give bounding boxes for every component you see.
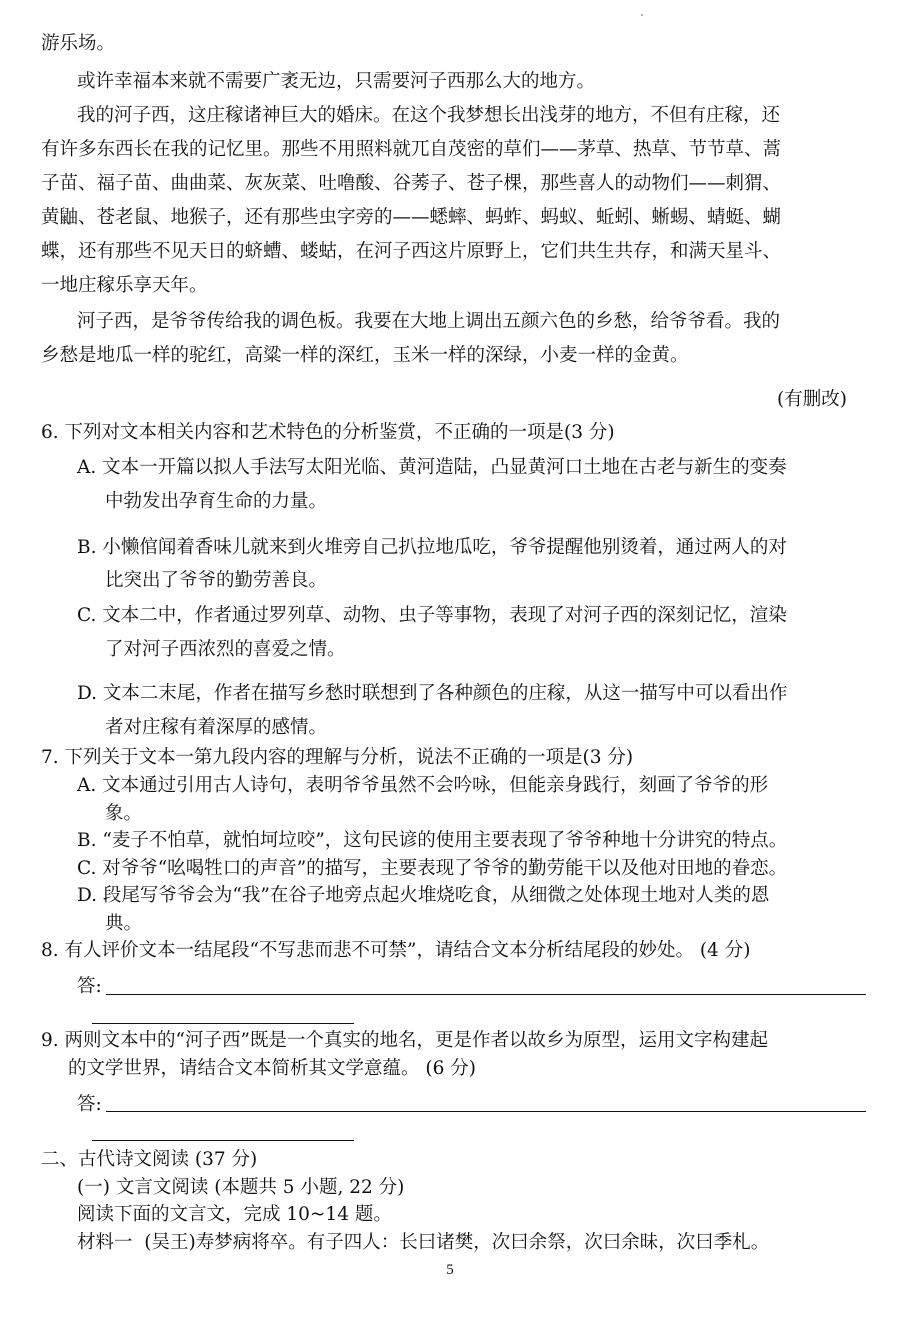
scan-speck — [641, 14, 643, 16]
answer-line[interactable] — [106, 994, 866, 995]
question-9-stem-cont: 的文学世界，请结合文本简析其文学意蕴。 (6 分) — [68, 1058, 476, 1079]
answer-label: 答: — [77, 976, 102, 997]
answer-line[interactable] — [106, 1111, 866, 1112]
question-7-option-c: C. 对爷爷“吆喝牲口的声音”的描写，主要表现了爷爷的勤劳能干以及他对田地的眷恋。 — [77, 858, 788, 879]
passage-line: 游乐场。 — [41, 33, 116, 54]
passage-line: 一地庄稼乐享天年。 — [41, 275, 208, 296]
answer-label: 答: — [77, 1094, 102, 1115]
question-6-option-a: A. 文本一开篇以拟人手法写太阳光临、黄河造陆，凸显黄河口土地在古老与新生的变奏 — [77, 457, 787, 478]
question-7-option-d-cont: 典。 — [105, 913, 143, 934]
answer-line-short[interactable] — [92, 1023, 354, 1024]
reading-instruction: 阅读下面的文言文，完成 10~14 题。 — [77, 1204, 392, 1225]
source-note: (有删改) — [777, 389, 847, 410]
question-9-stem: 9. 两则文本中的“河子西”既是一个真实的地名，更是作者以故乡为原型，运用文字构建起 — [41, 1030, 768, 1051]
passage-line: 有许多东西长在我的记忆里。那些不用照料就兀自茂密的草们——茅草、热草、节节草、蒿 — [41, 139, 782, 160]
subsection-title: (一) 文言文阅读 (本题共 5 小题, 22 分) — [77, 1177, 405, 1198]
passage-line: 乡愁是地瓜一样的驼红，高粱一样的深红，玉米一样的深绿，小麦一样的金黄。 — [41, 345, 689, 366]
passage-line: 河子西，是爷爷传给我的调色板。我要在大地上调出五颜六色的乡愁，给爷爷看。我的 — [77, 311, 781, 332]
answer-line-short[interactable] — [92, 1140, 354, 1141]
page-number: 5 — [446, 1262, 454, 1278]
question-8-stem: 8. 有人评价文本一结尾段“不写悲而悲不可禁”，请结合文本分析结尾段的妙处。 (4 分) — [41, 940, 751, 961]
question-7-option-b: B. “麦子不怕草，就怕坷垃咬”，这句民谚的使用主要表现了爷爷种地十分讲究的特点。 — [77, 830, 788, 851]
passage-line: 黄鼬、苍老鼠、地猴子，还有那些虫字旁的——蟋蟀、蚂蚱、蚂蚁、蚯蚓、蜥蜴、蜻蜓、蝴 — [41, 207, 782, 228]
question-7-option-d: D. 段尾写爷爷会为“我”在谷子地旁点起火堆烧吃食，从细微之处体现土地对人类的恩 — [77, 885, 770, 906]
question-7-option-a-cont: 象。 — [105, 803, 143, 824]
question-6-stem: 6. 下列对文本相关内容和艺术特色的分析鉴赏，不正确的一项是(3 分) — [41, 422, 615, 443]
section-title: 二、古代诗文阅读 (37 分) — [41, 1149, 258, 1170]
question-6-option-d: D. 文本二末尾，作者在描写乡愁时联想到了各种颜色的庄稼，从这一描写中可以看出作 — [77, 683, 788, 704]
passage-line: 子苗、福子苗、曲曲菜、灰灰菜、吐噜酸、谷莠子、苍子棵，那些喜人的动物们——刺猬、 — [41, 173, 782, 194]
material-one: 材料一 (吴王)寿梦病将卒。有子四人：长曰诸樊，次曰余祭，次曰余昧，次曰季札。 — [77, 1232, 770, 1253]
question-6-option-b-cont: 比突出了爷爷的勤劳善良。 — [105, 570, 328, 591]
passage-line: 蝶，还有那些不见天日的蛴螬、蝼蛄，在河子西这片原野上，它们共生共存，和满天星斗、 — [41, 241, 782, 262]
question-6-option-b: B. 小懒倌闻着香味儿就来到火堆旁自己扒拉地瓜吃，爷爷提醒他别烫着，通过两人的对 — [77, 537, 787, 558]
passage-line: 我的河子西，这庄稼诸神巨大的婚床。在这个我梦想长出浅芽的地方，不但有庄稼，还 — [77, 105, 781, 126]
question-7-option-a: A. 文本通过引用古人诗句，表明爷爷虽然不会吟咏，但能亲身践行，刻画了爷爷的形 — [77, 775, 769, 796]
passage-line: 或许幸福本来就不需要广袤无边，只需要河子西那么大的地方。 — [77, 71, 596, 92]
question-6-option-a-cont: 中勃发出孕育生命的力量。 — [105, 491, 328, 512]
question-6-option-c: C. 文本二中，作者通过罗列草、动物、虫子等事物，表现了对河子西的深刻记忆，渲染 — [77, 605, 787, 626]
question-7-stem: 7. 下列关于文本一第九段内容的理解与分析，说法不正确的一项是(3 分) — [41, 747, 634, 768]
question-6-option-d-cont: 者对庄稼有着深厚的感情。 — [105, 717, 328, 738]
question-6-option-c-cont: 了对河子西浓烈的喜爱之情。 — [105, 639, 346, 660]
